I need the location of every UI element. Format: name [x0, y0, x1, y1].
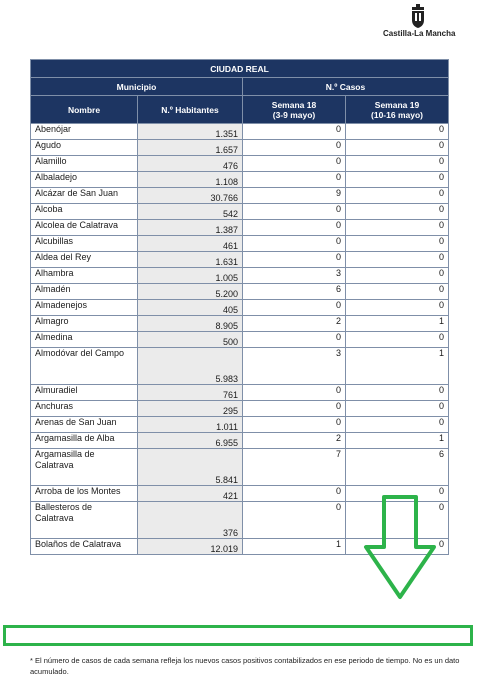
cell-semana19: 0 — [346, 236, 449, 252]
coat-of-arms-icon — [410, 4, 426, 28]
table-row — [31, 188, 449, 204]
cell-nombre: Albaladejo — [31, 172, 138, 188]
cell-semana19: 0 — [346, 539, 449, 555]
column-header-habitantes: N.º Habitantes — [138, 96, 243, 124]
cell-nombre: Alcolea de Calatrava — [31, 220, 138, 236]
table-row — [31, 268, 449, 284]
cell-semana19: 0 — [346, 172, 449, 188]
cell-nombre: Alamillo — [31, 156, 138, 172]
table-row — [31, 236, 449, 252]
cell-habitantes: 542 — [138, 204, 243, 220]
cell-semana18: 3 — [243, 268, 346, 284]
cell-semana19: 0 — [346, 486, 449, 502]
cell-nombre: Almodóvar del Campo — [31, 348, 138, 385]
cell-nombre: Arroba de los Montes — [31, 486, 138, 502]
cell-semana18: 2 — [243, 433, 346, 449]
semana19-label: Semana 19 — [374, 99, 420, 110]
cell-nombre: Alhambra — [31, 268, 138, 284]
cell-semana19: 1 — [346, 316, 449, 332]
cell-semana18: 0 — [243, 486, 346, 502]
cell-semana19: 0 — [346, 417, 449, 433]
cell-habitantes: 761 — [138, 385, 243, 401]
cell-nombre: Alcubillas — [31, 236, 138, 252]
cell-semana18: 1 — [243, 539, 346, 555]
table-row — [31, 300, 449, 316]
logo-text: Castilla-La Mancha — [383, 29, 456, 38]
cell-habitantes: 5.983 — [138, 348, 243, 385]
column-header-semana18 — [243, 96, 346, 124]
column-header-semana19 — [346, 96, 449, 124]
cell-habitantes: 421 — [138, 486, 243, 502]
cases-table — [30, 59, 449, 555]
table-row — [31, 401, 449, 417]
table-row — [31, 124, 449, 140]
cell-semana18: 0 — [243, 124, 346, 140]
table-row — [31, 486, 449, 502]
cell-habitantes: 1.631 — [138, 252, 243, 268]
cell-semana19: 0 — [346, 220, 449, 236]
semana19-range: (10-16 mayo) — [371, 109, 423, 120]
cell-nombre: Abenójar — [31, 124, 138, 140]
cell-nombre: Almedina — [31, 332, 138, 348]
cell-habitantes: 1.351 — [138, 124, 243, 140]
table-row — [31, 172, 449, 188]
table-row — [31, 417, 449, 433]
cell-habitantes: 1.108 — [138, 172, 243, 188]
table-row — [31, 348, 449, 385]
cell-semana18: 0 — [243, 417, 346, 433]
table-row — [31, 156, 449, 172]
cell-semana18: 0 — [243, 385, 346, 401]
cell-semana19: 1 — [346, 348, 449, 385]
province-header: CIUDAD REAL — [31, 60, 449, 78]
table-row — [31, 140, 449, 156]
castilla-la-mancha-logo — [383, 4, 456, 44]
highlight-box — [3, 625, 473, 646]
cell-habitantes: 30.766 — [138, 188, 243, 204]
table-row — [31, 204, 449, 220]
cell-semana19: 0 — [346, 124, 449, 140]
cell-semana19: 0 — [346, 401, 449, 417]
cell-semana18: 0 — [243, 502, 346, 539]
cell-nombre: Alcoba — [31, 204, 138, 220]
footnote: * El número de casos de cada semana refleja los nuevos casos positivos contabilizados en ese periodo de tiempo. No es un dato acumulado. — [30, 656, 460, 676]
cell-habitantes: 476 — [138, 156, 243, 172]
cell-habitantes: 461 — [138, 236, 243, 252]
cell-habitantes: 12.019 — [138, 539, 243, 555]
cell-semana18: 0 — [243, 172, 346, 188]
municipio-group-header: Municipio — [31, 78, 243, 96]
cell-habitantes: 500 — [138, 332, 243, 348]
cell-semana18: 6 — [243, 284, 346, 300]
cell-semana19: 0 — [346, 385, 449, 401]
cell-semana19: 0 — [346, 502, 449, 539]
cell-semana18: 0 — [243, 156, 346, 172]
cell-nombre: Aldea del Rey — [31, 252, 138, 268]
cell-nombre: Anchuras — [31, 401, 138, 417]
cell-nombre: Arenas de San Juan — [31, 417, 138, 433]
cell-habitantes: 1.387 — [138, 220, 243, 236]
table-row — [31, 284, 449, 300]
cell-semana19: 0 — [346, 268, 449, 284]
cell-semana19: 0 — [346, 332, 449, 348]
cell-semana19: 0 — [346, 188, 449, 204]
cell-semana18: 2 — [243, 316, 346, 332]
cell-semana18: 0 — [243, 220, 346, 236]
cell-semana18: 0 — [243, 300, 346, 316]
cell-nombre: Agudo — [31, 140, 138, 156]
cell-habitantes: 405 — [138, 300, 243, 316]
cell-nombre: Almadenejos — [31, 300, 138, 316]
cell-habitantes: 295 — [138, 401, 243, 417]
cell-semana19: 0 — [346, 156, 449, 172]
cell-semana19: 0 — [346, 140, 449, 156]
cell-nombre: Almagro — [31, 316, 138, 332]
column-header-nombre: Nombre — [31, 96, 138, 124]
cell-nombre: Alcázar de San Juan — [31, 188, 138, 204]
cell-habitantes: 5.200 — [138, 284, 243, 300]
cell-semana18: 0 — [243, 401, 346, 417]
cell-nombre: Bolaños de Calatrava — [31, 539, 138, 555]
semana18-label: Semana 18 — [271, 99, 317, 110]
cell-semana18: 0 — [243, 204, 346, 220]
table-row — [31, 385, 449, 401]
cell-semana19: 1 — [346, 433, 449, 449]
cell-semana18: 3 — [243, 348, 346, 385]
cell-nombre: Argamasilla de Calatrava — [31, 449, 138, 486]
cell-habitantes: 1.005 — [138, 268, 243, 284]
cell-nombre: Almuradiel — [31, 385, 138, 401]
cell-nombre: Almadén — [31, 284, 138, 300]
table-row — [31, 502, 449, 539]
cell-semana18: 9 — [243, 188, 346, 204]
cell-semana18: 0 — [243, 140, 346, 156]
cell-semana19: 0 — [346, 252, 449, 268]
casos-group-header: N.º Casos — [243, 78, 449, 96]
cell-habitantes: 5.841 — [138, 449, 243, 486]
cell-semana19: 6 — [346, 449, 449, 486]
cell-habitantes: 1.657 — [138, 140, 243, 156]
table-row — [31, 433, 449, 449]
cell-semana19: 0 — [346, 284, 449, 300]
cell-semana18: 0 — [243, 252, 346, 268]
table-row — [31, 539, 449, 555]
table-row — [31, 252, 449, 268]
cell-habitantes: 376 — [138, 502, 243, 539]
cell-semana19: 0 — [346, 300, 449, 316]
table-row — [31, 449, 449, 486]
cell-nombre: Argamasilla de Alba — [31, 433, 138, 449]
cell-habitantes: 1.011 — [138, 417, 243, 433]
cell-habitantes: 8.905 — [138, 316, 243, 332]
semana18-range: (3-9 mayo) — [272, 109, 316, 120]
table-row — [31, 220, 449, 236]
cell-semana19: 0 — [346, 204, 449, 220]
cell-nombre: Ballesteros de Calatrava — [31, 502, 138, 539]
table-row — [31, 316, 449, 332]
cell-semana18: 0 — [243, 236, 346, 252]
table-row — [31, 332, 449, 348]
cell-semana18: 7 — [243, 449, 346, 486]
cell-semana18: 0 — [243, 332, 346, 348]
cell-habitantes: 6.955 — [138, 433, 243, 449]
